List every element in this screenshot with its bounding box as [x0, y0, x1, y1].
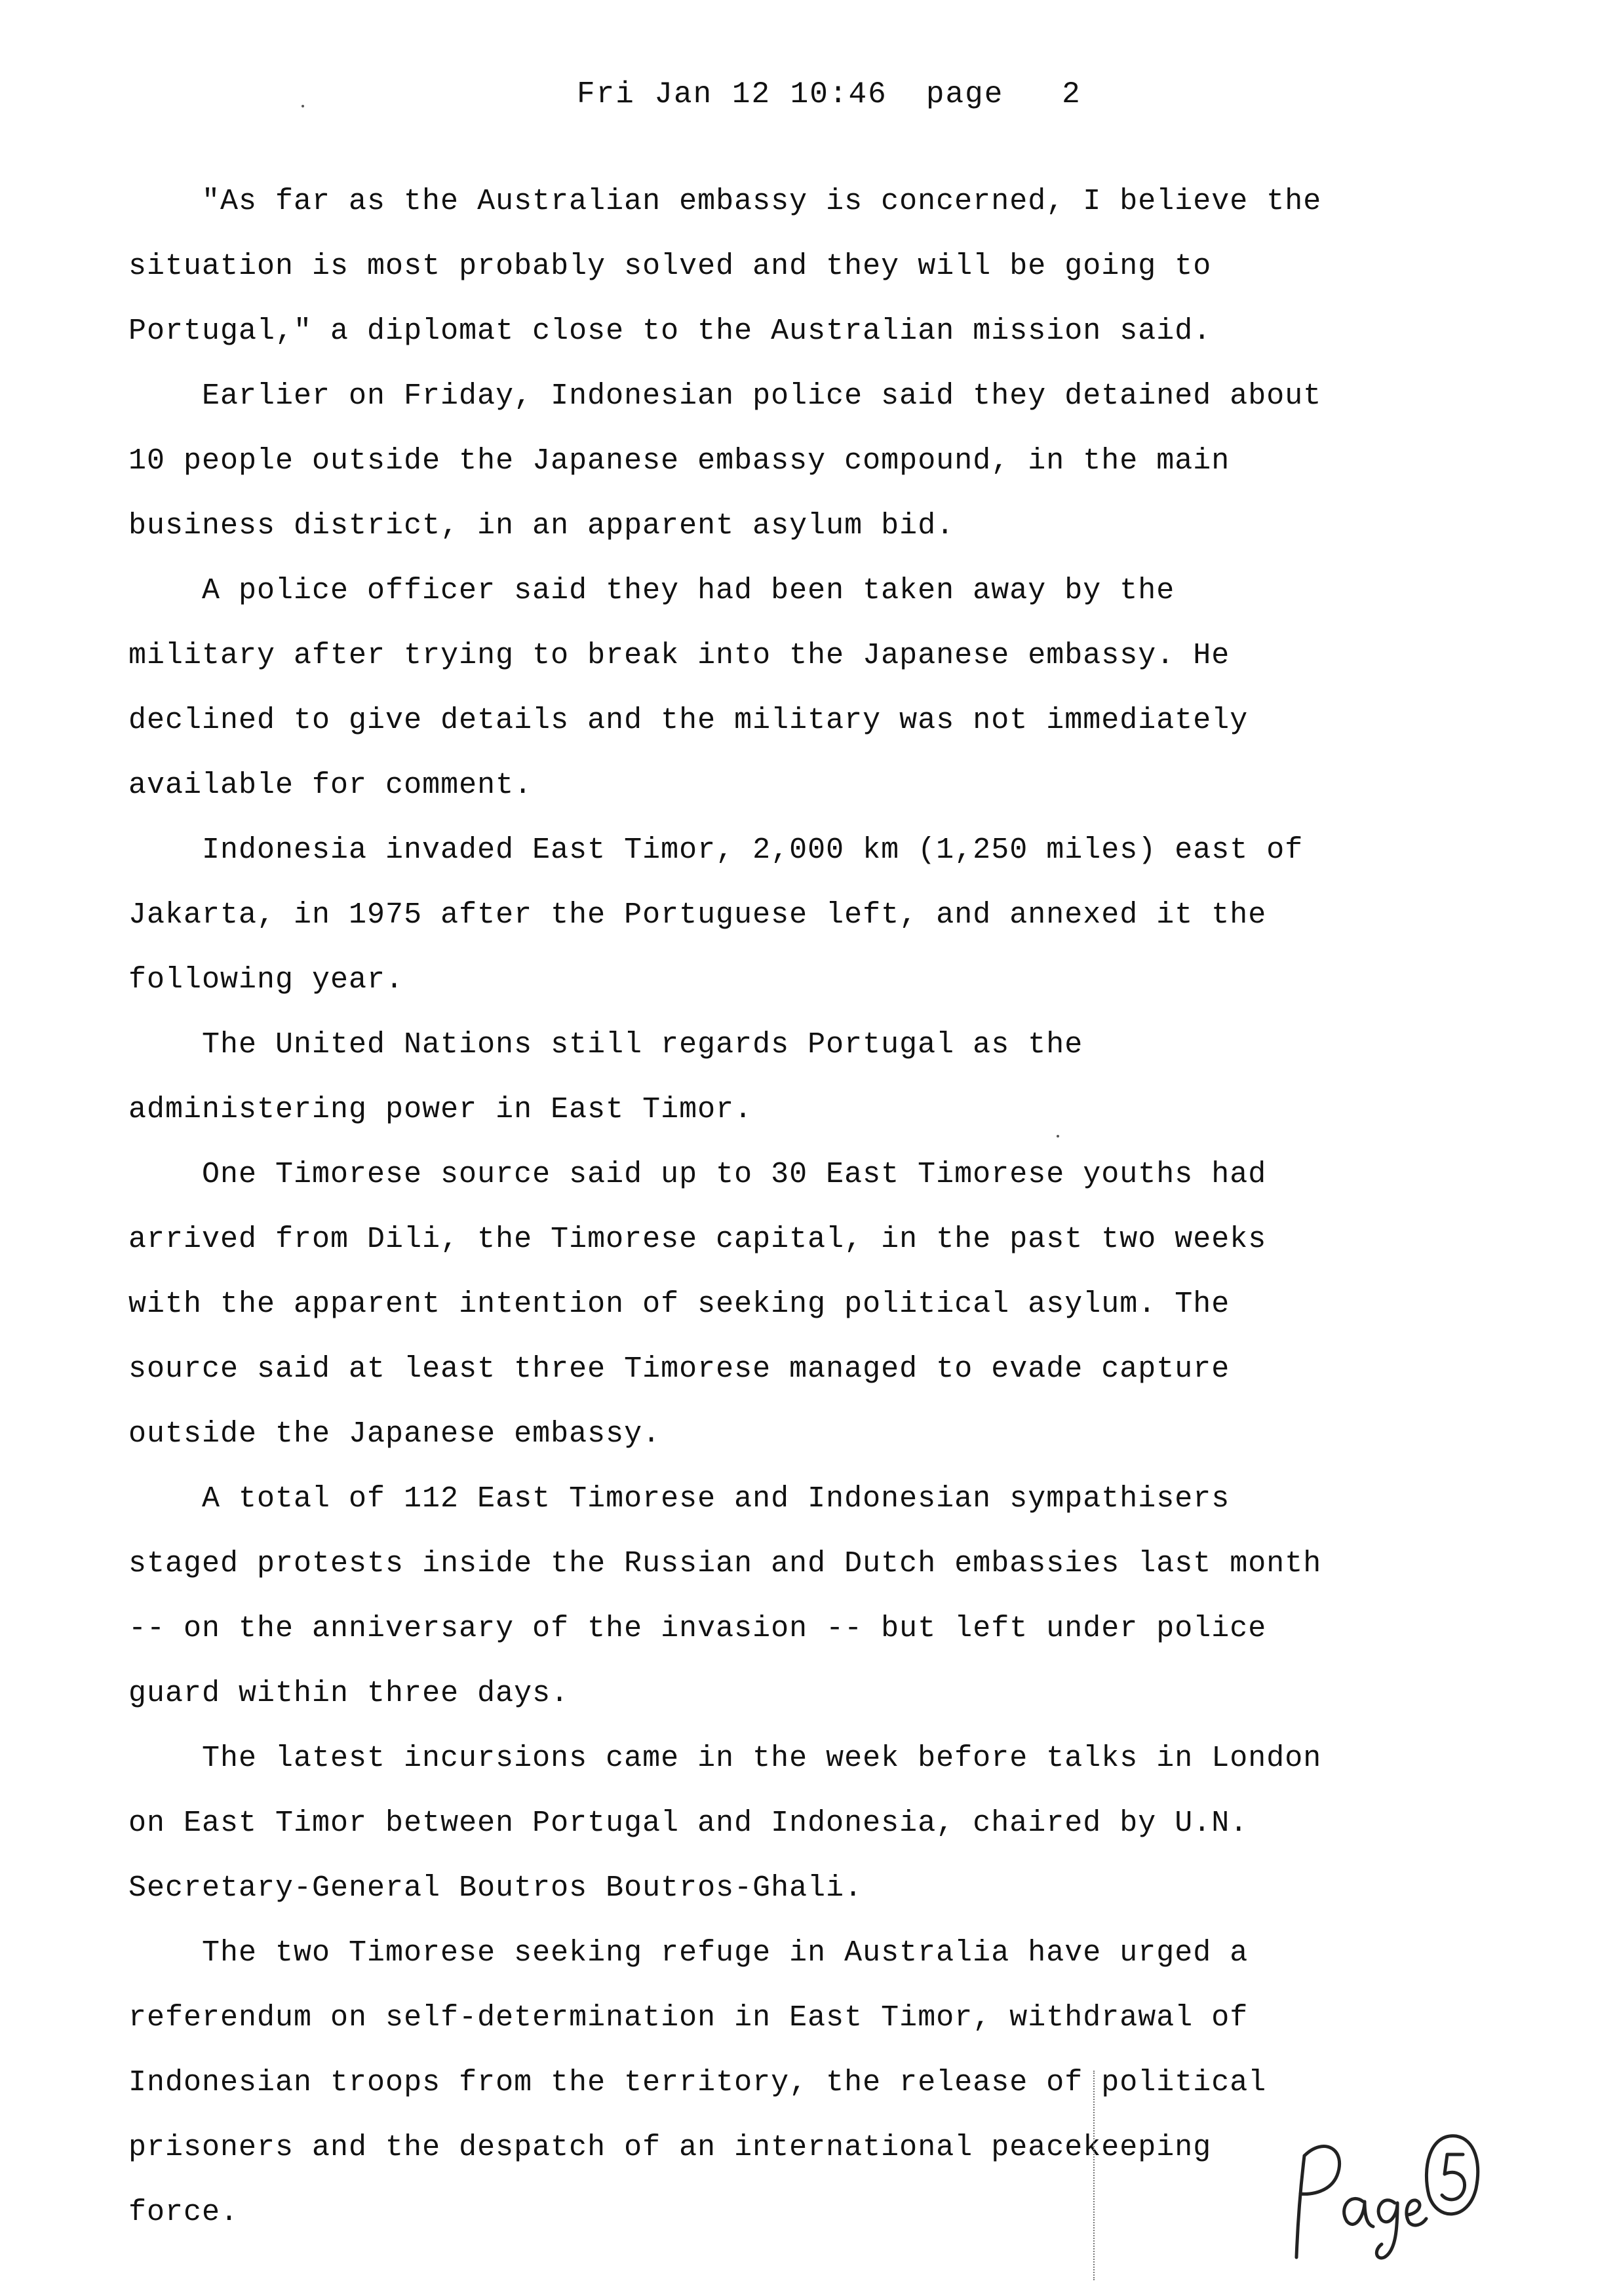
handwritten-page-note	[1285, 2123, 1481, 2267]
paragraph-3: A police officer said they had been taken away by the military after trying to break into the Japanese embassy. He declined to give details and the military was not immediately available for comment.	[128, 574, 1249, 802]
paragraph-1: "As far as the Australian embassy is concerned, I believe the situation is most probably solved and they will be going to Portugal," a diplomat close to the Australian mission said.	[128, 185, 1322, 348]
paragraph-8: The latest incursions came in the week before talks in London on East Timor between Portugal and Indonesia, chaired by U.N. Secretary-General Boutros Boutros-Ghali.	[128, 1742, 1322, 1905]
scan-speck	[302, 105, 304, 107]
article-body	[128, 169, 1334, 2245]
scan-speck	[1057, 1135, 1059, 1138]
paragraph-6: One Timorese source said up to 30 East Timorese youths had arrived from Dili, the Timorese capital, in the past two weeks with the apparent intention of seeking political asylum. The source said at least three Timorese managed to evade capture outside the Japanese embassy.	[128, 1158, 1267, 1451]
page-header: Fri Jan 12 10:46 page 2	[577, 77, 1081, 111]
paragraph-4: Indonesia invaded East Timor, 2,000 km (1,250 miles) east of Jakarta, in 1975 after the Portuguese left, and annexed it the following year.	[128, 833, 1304, 997]
paragraph-7: A total of 112 East Timorese and Indonesian sympathisers staged protests inside the Russian and Dutch embassies last month -- on the anniversary of the invasion -- but left under police guard within three days.	[128, 1482, 1322, 1710]
paragraph-2: Earlier on Friday, Indonesian police said they detained about 10 people outside the Japanese embassy compound, in the main business district, in an apparent asylum bid.	[128, 379, 1322, 543]
handwritten-page-note-drawing	[1285, 2123, 1481, 2267]
paragraph-9: The two Timorese seeking refuge in Australia have urged a referendum on self-determination in East Timor, withdrawal of Indonesian troops from the territory, the release of political prisoners and the despatch of an international peacekeeping force.	[128, 1936, 1267, 2229]
scan-margin-line	[1093, 2071, 1095, 2280]
paragraph-5: The United Nations still regards Portugal as the administering power in East Timor.	[128, 1028, 1083, 1126]
